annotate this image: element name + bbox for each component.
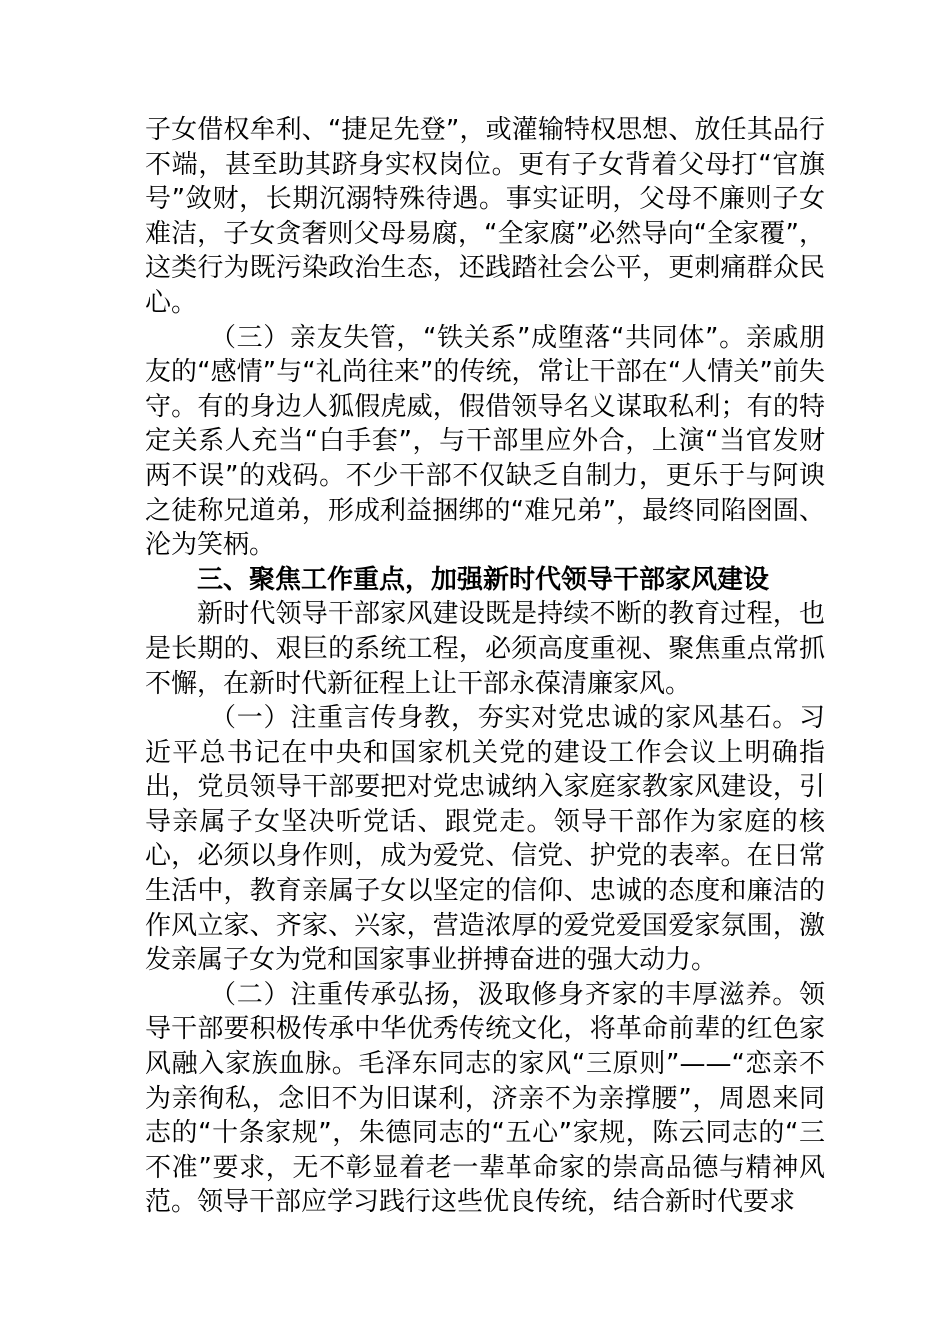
paragraph-children-privilege: 子女借权牟利、“捷足先登”，或灌输特权思想、放任其品行不端，甚至助其跻身实权岗位。更有子女背着父母打“官旗号”敛财，长期沉溺特殊待遇。事实证明，父母不廉则子女难洁，子女贪奢则父母易腐，“全家腐”必然导向“全家覆”，这类行为既污染政治生态，还践踏社会公平，更刺痛群众民心。 — [145, 115, 825, 318]
paragraph-relatives-unmanaged: （三）亲友失管，“铁关系”成堕落“共同体”。亲戚朋友的“感情”与“礼尚往来”的传统，常让干部在“人情关”前失守。有的身边人狐假虎威，假借领导名义谋取私利；有的特定关系人充当“白手套”，与干部里应外合，上演“当官发财两不误”的戏码。不少干部不仅缺乏自制力，更乐于与阿谀之徒称兄道弟，形成利益捆绑的“难兄弟”，最终同陷囹圄、沦为笑柄。 — [145, 322, 825, 561]
document-body — [145, 113, 825, 1220]
paragraph-section-intro: 新时代领导干部家风建设既是持续不断的教育过程，也是长期的、艰巨的系统工程，必须高度重视、聚焦重点常抓不懈，在新时代新征程上让干部永葆清廉家风。 — [145, 599, 825, 699]
section-heading-three: 三、聚焦工作重点，加强新时代领导干部家风建设 — [197, 564, 770, 595]
paragraph-point-two: （二）注重传承弘扬，汲取修身齐家的丰厚滋养。领导干部要积极传承中华优秀传统文化，将革命前辈的红色家风融入家族血脉。毛泽东同志的家风“三原则”——“恋亲不为亲徇私，念旧不为旧谋利，济亲不为亲撑腰”，周恩来同志的“十条家规”，朱德同志的“五心”家规，陈云同志的“三不准”要求，无不彰显着老一辈革命家的崇高品德与精神风范。领导干部应学习践行这些优良传统，结合新时代要求 — [145, 979, 825, 1218]
paragraph-point-one: （一）注重言传身教，夯实对党忠诚的家风基石。习近平总书记在中央和国家机关党的建设工作会议上明确指出，党员领导干部要把对党忠诚纳入家庭家教家风建设，引导亲属子女坚决听党话、跟党走。领导干部作为家庭的核心，必须以身作则，成为爱党、信党、护党的表率。在日常生活中，教育亲属子女以坚定的信仰、忠诚的态度和廉洁的作风立家、齐家、兴家，营造浓厚的爱党爱国爱家氛围，激发亲属子女为党和国家事业拼搏奋进的强大动力。 — [145, 703, 825, 976]
